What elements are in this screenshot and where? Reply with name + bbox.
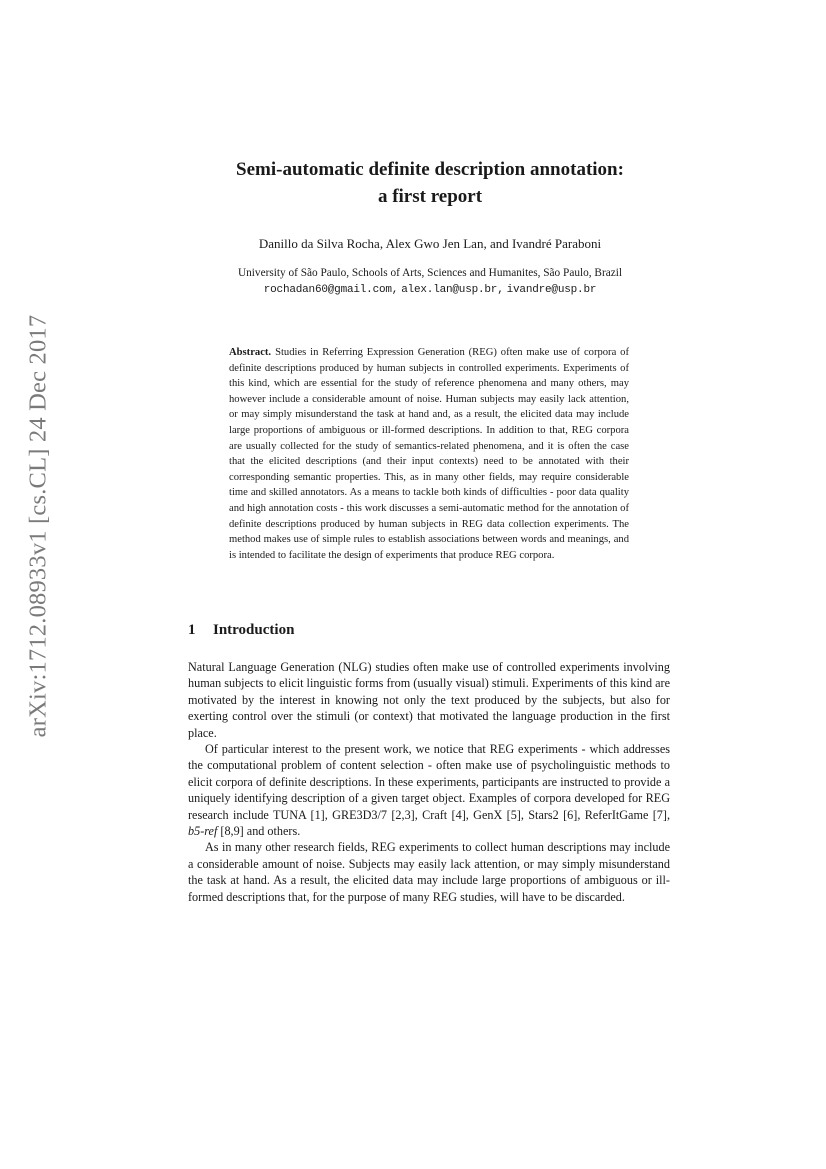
abstract-text: Studies in Referring Expression Generation (REG) often make use of corpora of definite descriptions produced by human subjects in controlled experiments. Experiments of this kind, which are essential for the study of reference phenomena and many others, may however include a considerable amount of noise. Human subjects may easily lack attention, or may simply misunderstand the task at hand and, as a result, the elicited data may include large proportions of ambiguous or ill-formed descriptions. In addition to that, REG corpora are usually collected for the study of semantics-related phenomena, and it is often the case that the elicited descriptions (and their input contexts) need to be annotated with their corresponding semantic properties. This, as in many other fields, may require considerable time and skilled annotators. As a means to tackle both kinds of difficulties - poor data quality and high annotation costs - this work discusses a semi-automatic method for the annotation of definite descriptions produced by human subjects in REG data collection experiments. The method makes use of simple rules to establish associations between words and meanings, and is intended to facilitate the design of experiments that produce REG corpora. (229, 347, 629, 561)
paragraph: As in many other research fields, REG experiments to collect human descriptions may include a considerable amount of noise. Subjects may easily lack attention, or may simply misunderstand the task at hand. As a result, the elicited data may include large proportions of ambiguous or ill-formed descriptions that, for the purpose of many REG studies, will have to be discarded. (188, 840, 670, 904)
section-number: 1 (188, 622, 196, 638)
email-separator: , (497, 284, 504, 296)
paper-title (150, 156, 710, 210)
email-address[interactable]: ivandre@usp.br (506, 284, 597, 296)
title-line-1: Semi-automatic definite description annotation: (236, 159, 624, 180)
email-separator: , (391, 284, 399, 296)
italic-term: b5-ref (188, 824, 218, 839)
section-heading (188, 620, 294, 640)
arxiv-stamp (14, 314, 62, 738)
email-address[interactable]: alex.lan@usp.br (401, 284, 498, 296)
author-list: Danillo da Silva Rocha, Alex Gwo Jen Lan, and Ivandré Paraboni (258, 236, 602, 251)
email-list (150, 283, 710, 298)
abstract (229, 345, 629, 563)
paragraph (188, 741, 670, 839)
abstract-label: Abstract. (229, 347, 272, 358)
email-address[interactable]: rochadan60@gmail.com (263, 284, 392, 296)
paragraph: Natural Language Generation (NLG) studies often make use of controlled experiments involving human subjects to elicit linguistic forms from (usually visual) stimuli. Experiments of this kind are motivated by the interest in knowing not only the text produced by the subjects, but also for exerting control over the stimuli (or context) that motivated the language production in the first place. (188, 660, 670, 740)
body-text (188, 659, 670, 905)
affiliation: University of São Paulo, Schools of Arts, Sciences and Humanites, São Paulo, Brazil (237, 267, 623, 279)
section-title: Introduction (213, 622, 295, 638)
paragraph-text: Of particular interest to the present work, we notice that REG experiments - which addresses the computational problem of content selection - often make use of psycholinguistic methods to elicit corpora of definite descriptions. In these experiments, participants are instructed to provide a uniquely identifying description of a given target object. Examples of corpora developed for REG research include TUNA [1], GRE3D3/7 [2,3], Craft [4], GenX [5], Stars2 [6], ReferItGame [7], (188, 742, 670, 822)
paragraph-text: [8,9] and others. (220, 824, 301, 839)
arxiv-stamp-text[interactable]: arXiv:1712.08933v1 [cs.CL] 24 Dec 2017 (24, 314, 52, 738)
title-line-2: a first report (377, 186, 483, 207)
